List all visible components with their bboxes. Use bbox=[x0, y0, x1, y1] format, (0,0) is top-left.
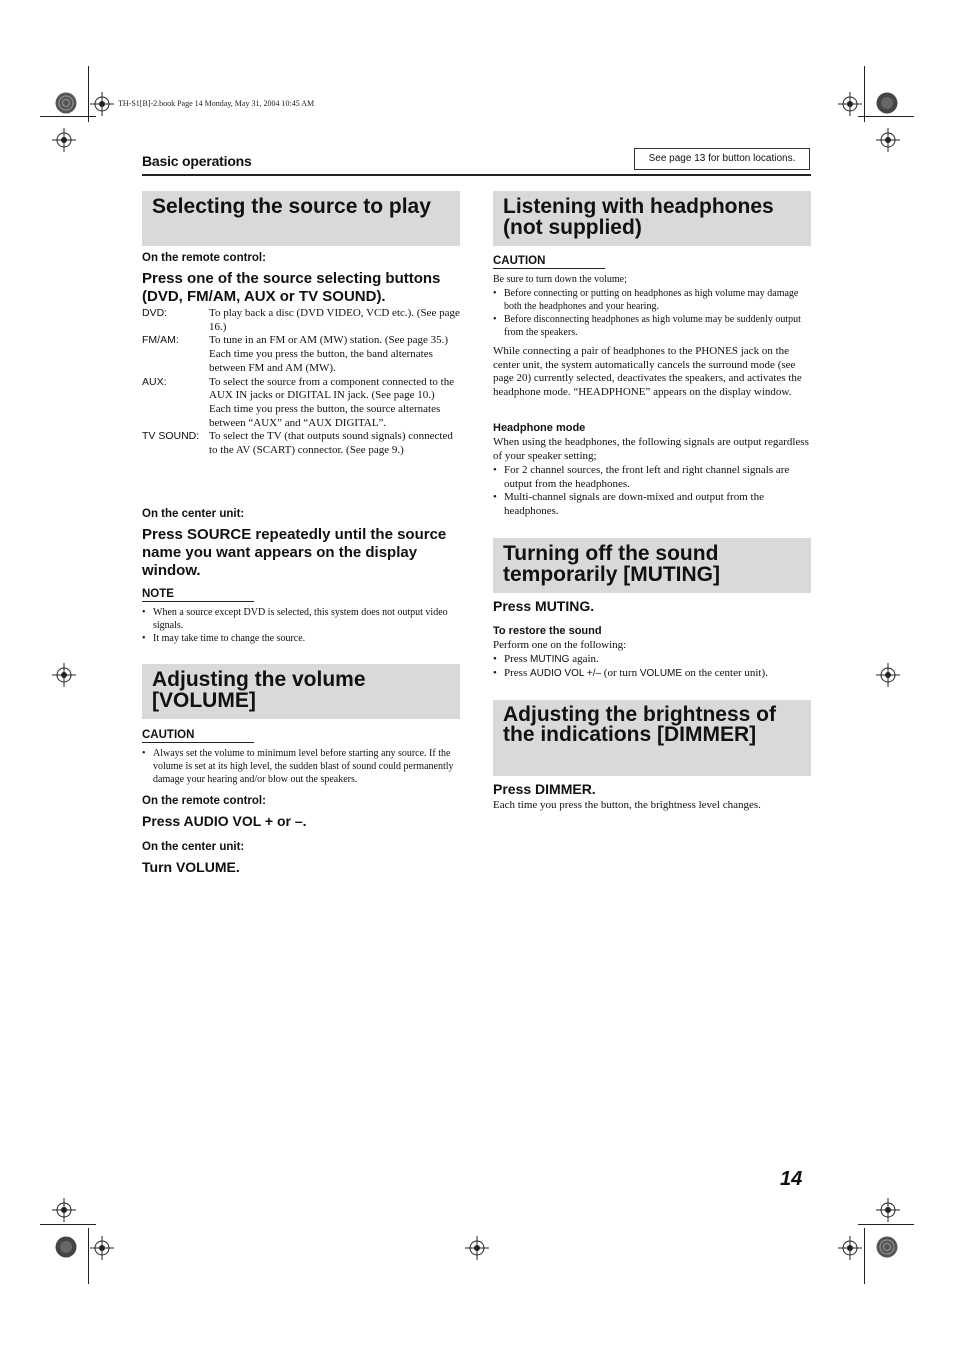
volume-remote-instruction: Press AUDIO VOL + or –. bbox=[142, 813, 307, 829]
source-definition-list bbox=[142, 307, 460, 458]
definition-row: DVD: To play back a disc (DVD VIDEO, VCD etc.). (See page 16.) bbox=[142, 307, 460, 333]
registration-crosshair-icon bbox=[838, 1236, 862, 1260]
heading-selecting-source: Selecting the source to play bbox=[152, 195, 431, 218]
trim-mark bbox=[858, 116, 914, 117]
file-info: TH-S1[B]-2.book Page 14 Monday, May 31, 2004 10:45 AM bbox=[118, 99, 315, 108]
registration-crosshair-icon bbox=[52, 1198, 76, 1222]
definition-row: TV SOUND: To select the TV (that outputs sound signals) connected to the AV (SCART) connector. (See page 9.) bbox=[142, 430, 453, 457]
definition-row: FM/AM: To tune in an FM or AM (MW) station. (See page 35.) bbox=[142, 334, 449, 347]
button-location-note: See page 13 for button locations. bbox=[634, 148, 810, 170]
registration-crosshair-icon bbox=[90, 1236, 114, 1260]
trim-mark bbox=[864, 66, 865, 122]
trim-mark bbox=[88, 66, 89, 122]
registration-crosshair-icon bbox=[465, 1236, 489, 1260]
headphones-caution-intro: Be sure to turn down the volume; bbox=[493, 274, 627, 285]
headphone-mode-intro: When using the headphones, the following signals are output regardless of your speaker setting; bbox=[493, 436, 809, 462]
list-item: • Before connecting or putting on headphones as high volume may damage both the headphones and your hearing. bbox=[493, 287, 811, 313]
muting-instruction: Press MUTING. bbox=[493, 598, 595, 614]
color-registration-dot-icon bbox=[876, 1236, 898, 1258]
registration-crosshair-icon bbox=[90, 92, 114, 116]
volume-caution-list bbox=[142, 747, 460, 786]
remote-control-label: On the remote control: bbox=[142, 795, 266, 807]
heading-adjusting-volume: Adjusting the volume [VOLUME] bbox=[152, 668, 366, 712]
color-registration-dot-icon bbox=[55, 1236, 77, 1258]
source-remote-instruction: Press one of the source selecting buttons (DVD, FM/AM, AUX or TV SOUND). bbox=[142, 270, 441, 305]
dimmer-description: Each time you press the button, the brightness level changes. bbox=[493, 799, 761, 811]
trim-mark bbox=[88, 1228, 89, 1284]
restore-list bbox=[493, 653, 811, 680]
registration-crosshair-icon bbox=[52, 128, 76, 152]
volume-center-instruction: Turn VOLUME. bbox=[142, 859, 240, 875]
restore-sound-label: To restore the sound bbox=[493, 625, 602, 637]
heading-bar-headphones bbox=[493, 191, 811, 246]
headphone-mode-label: Headphone mode bbox=[493, 422, 586, 434]
registration-crosshair-icon bbox=[876, 663, 900, 687]
heading-bar-muting bbox=[493, 538, 811, 593]
source-center-instruction: Press SOURCE repeatedly until the source name you want appears on the display window. bbox=[142, 526, 447, 579]
muting-key: MUTING bbox=[529, 654, 570, 665]
list-item: • Press AUDIO VOL +/– (or turn VOLUME on the center unit). bbox=[493, 667, 811, 681]
list-item: • It may take time to change the source. bbox=[142, 632, 460, 645]
headphone-mode-list bbox=[493, 464, 811, 518]
heading-bar-dimmer bbox=[493, 700, 811, 776]
note-label: NOTE bbox=[142, 588, 254, 602]
registration-crosshair-icon bbox=[876, 128, 900, 152]
center-unit-label: On the center unit: bbox=[142, 508, 245, 520]
list-item: • When a source except DVD is selected, this system does not output video signals. bbox=[142, 606, 460, 632]
trim-mark bbox=[864, 1228, 865, 1284]
heading-dimmer: Adjusting the brightness of the indications [DIMMER] bbox=[503, 703, 776, 746]
heading-muting: Turning off the sound temporarily [MUTING] bbox=[503, 542, 721, 586]
remote-control-label: On the remote control: bbox=[142, 252, 266, 264]
registration-crosshair-icon bbox=[838, 92, 862, 116]
color-registration-dot-icon bbox=[55, 92, 77, 114]
trim-mark bbox=[40, 116, 96, 117]
center-unit-label: On the center unit: bbox=[142, 841, 245, 853]
registration-crosshair-icon bbox=[876, 1198, 900, 1222]
headphones-caution-list bbox=[493, 287, 811, 339]
list-item: • Multi-channel signals are down-mixed and output from the headphones. bbox=[493, 491, 811, 518]
section-title: Basic operations bbox=[142, 153, 252, 169]
list-item: • Always set the volume to minimum level before starting any source. If the volume is set at its high level, the sudden blast of sound could permanently damage your hearing and/or blow out the speakers. bbox=[142, 747, 460, 786]
restore-intro: Perform one on the following: bbox=[493, 639, 627, 651]
list-item: • Press MUTING again. bbox=[493, 653, 811, 667]
color-registration-dot-icon bbox=[876, 92, 898, 114]
page-number: 14 bbox=[780, 1168, 803, 1190]
heading-bar-source bbox=[142, 191, 460, 246]
headphones-paragraph: While connecting a pair of headphones to the PHONES jack on the center unit, the system automatically cancels the surround mode (see page 20) currently selected, deactivates the speakers, and activates the headphone mode. “HEADPHONE” appears on the display window. bbox=[493, 345, 802, 398]
trim-mark bbox=[40, 1224, 96, 1225]
header-rule bbox=[142, 174, 811, 176]
definition-row: Each time you press the button, the band alternates between FM and AM (MW). bbox=[209, 348, 433, 374]
trim-mark bbox=[858, 1224, 914, 1225]
caution-label: CAUTION bbox=[493, 255, 605, 269]
definition-row: Each time you press the button, the source alternates between “AUX” and “AUX DIGITAL”. bbox=[209, 402, 441, 429]
registration-crosshair-icon bbox=[52, 663, 76, 687]
heading-headphones: Listening with headphones (not supplied) bbox=[503, 195, 774, 239]
volume-key: VOLUME bbox=[639, 667, 683, 679]
heading-bar-volume bbox=[142, 664, 460, 719]
list-item: • For 2 channel sources, the front left and right channel signals are output from the headphones. bbox=[493, 464, 811, 491]
dimmer-instruction: Press DIMMER. bbox=[493, 781, 596, 797]
audio-vol-key: AUDIO VOL +/– bbox=[529, 667, 602, 679]
caution-label: CAUTION bbox=[142, 729, 254, 743]
definition-row: AUX: To select the source from a component connected to the AUX IN jacks or DIGITAL IN jack. (See page 10.) bbox=[142, 375, 455, 402]
list-item: • Before disconnecting headphones as high volume may be suddenly output from the speakers. bbox=[493, 313, 811, 339]
source-notes bbox=[142, 606, 460, 645]
